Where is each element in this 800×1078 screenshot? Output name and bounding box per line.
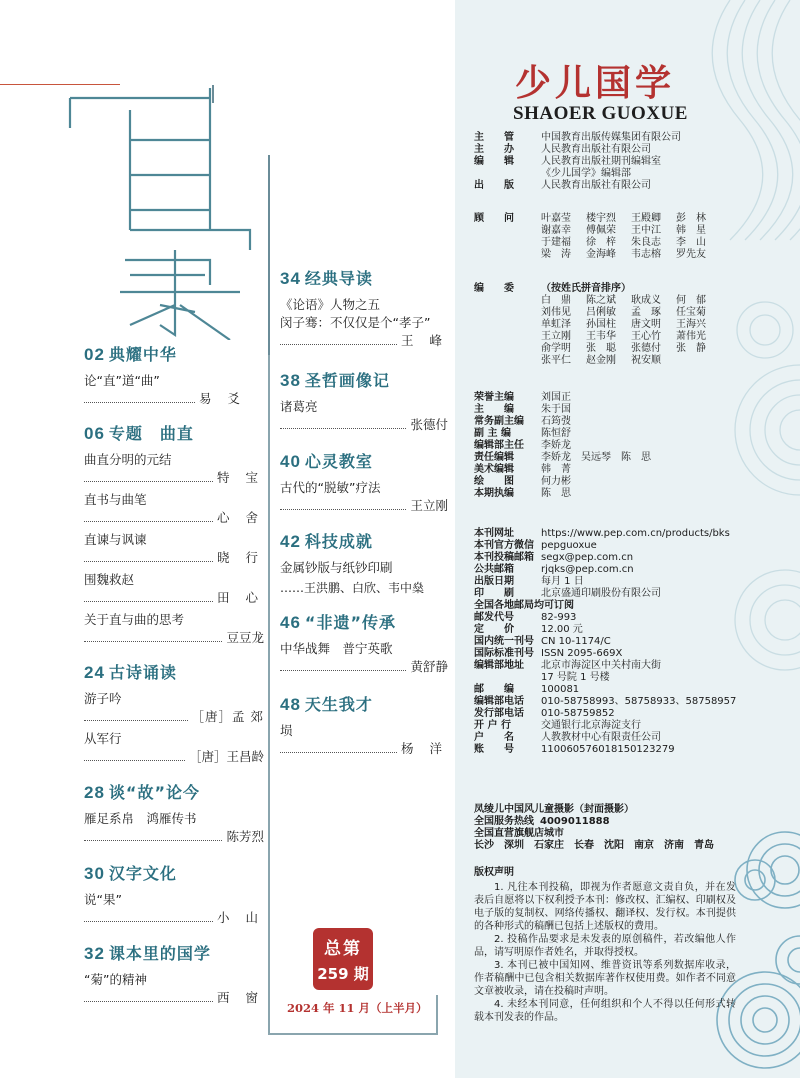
editorial-board [474,283,721,367]
copyright-notice [474,866,736,1024]
info-value [574,600,736,612]
author-line [84,749,264,765]
person-name: 叶嘉莹 [541,213,571,224]
section-page: 06 [84,424,105,443]
info-row [474,660,736,672]
divider-line [268,1033,438,1035]
info-label: 账 号 [474,744,514,755]
stores-label: 全国直营旗舰店城市 [474,828,564,839]
mulu-heading-graphic [60,80,260,340]
author-line [280,741,448,757]
person-name: 王心竹 [631,331,661,342]
article-title[interactable]: “菊”的精神 [84,972,147,987]
toc-section [84,660,264,765]
staff-list [474,392,651,500]
section-page: 02 [84,345,105,364]
person-name: 唐文明 [631,319,661,330]
info-label: 绘 图 [474,476,514,487]
copyright-title: 版权声明 [474,867,514,878]
info-label: 邮 编 [474,684,514,695]
person-name: 王中江 [631,225,661,236]
stamp-line: 总第 [324,939,362,959]
toc-section [280,529,448,596]
article-title[interactable]: 从军行 [84,731,122,746]
issue-date: 2024 年 11 月（上半月） [287,1001,428,1015]
info-row [474,600,736,612]
divider-line [436,995,438,1035]
stamp-issue: 259 期 [317,965,369,983]
info-label: 公共邮箱 [474,564,514,575]
info-label [474,168,541,180]
cover-credit-text: 凤绫儿中国风儿童摄影（封面摄影） [474,804,634,815]
info-label: 编 辑 [474,156,514,167]
toc-section [84,342,246,407]
section-name: 课本里的国学 [108,944,211,963]
person-name: 王海兴 [676,319,706,330]
article-title[interactable]: 游子吟 [84,691,122,706]
section-title[interactable] [84,660,264,683]
info-row [474,720,736,732]
info-label: 编辑部主任 [474,440,524,451]
section-page: 30 [84,864,105,883]
copyright-para: 1. 凡往本刊投稿，即视为作者愿意文责自负，并在发表后自愿将以下权利授予本刊：修改权、汇编权、印刷权及电子版的复制权、网络传播权、翻译权、发行权。本刊提供的各种形式的稿酬已包括上述版权的费用。 [474,882,736,932]
info-value: 17 号院 1 号楼 [541,672,610,683]
section-title[interactable] [280,529,448,552]
info-value: segx@pep.com.cn [541,552,634,563]
author-line [84,990,264,1006]
article-title[interactable]: 论“直”道“曲” [84,373,160,388]
article-author: ……王洪鹏、白欣、韦中燊 [280,581,425,595]
info-row [474,672,736,684]
person-name: 梁 涛 [541,249,571,260]
person-name: 单虹泽 [541,319,571,330]
section-name: 专题 曲直 [108,424,194,443]
person-name: 赵金刚 [586,355,616,366]
info-label: 顾 问 [474,213,514,224]
info-value: 韩 菁 [541,464,571,475]
article-author: 张德付 [410,417,448,432]
article-author: 陈芳烈 [226,829,264,844]
section-title[interactable] [280,692,448,715]
person-name: 张 聪 [586,343,616,354]
info-label: 本刊投稿邮箱 [474,552,534,563]
info-value: 人民教育出版社有限公司 [541,180,651,191]
author-line [280,498,448,514]
person-name: 王韦华 [586,331,616,342]
info-value: CN 10-1174/C [541,636,611,647]
section-name: 经典导读 [304,269,373,288]
person-name: 吕俐敏 [586,307,616,318]
person-name: 张 静 [676,343,706,354]
article-author: 易 爻 [199,391,246,406]
copyright-para: 2. 投稿作品要求是未发表的原创稿件，若改编他人作品，请写明原作者姓名，并取得授权。 [474,934,736,958]
person-name: 王殿卿 [631,213,661,224]
person-name: 楼宇烈 [586,213,616,224]
copyright-para: 3. 本刊已被中国知网、维普资讯等系列数据库收录，作者稿酬中已包含相关数据库著作权使用费。如作者不同意文章被收录，请在投稿时声明。 [474,960,736,997]
info-label: 本刊网址 [474,528,514,539]
info-label: 荣誉主编 [474,392,514,403]
toc-section [84,941,264,1006]
cover-credit [474,804,714,852]
info-value: 陈 思 [541,488,571,499]
info-label: 开 户 行 [474,720,511,731]
section-page: 42 [280,532,301,551]
info-label: 本刊官方微信 [474,540,534,551]
person-name: 任宝菊 [676,307,706,318]
info-value: 010-58758993、58758933、58758957 [541,696,737,707]
publisher-info [474,132,681,192]
info-label: 户 名 [474,732,514,743]
toc-section [280,449,448,514]
article-author: 特 宝 [217,470,264,485]
section-title[interactable] [84,780,264,803]
magazine-logo: 少儿国学 [515,62,676,104]
hotline-number: 4009011888 [540,816,610,827]
masthead-panel [455,0,800,1078]
article-title[interactable]: 围魏救赵 [84,572,135,587]
info-row [474,428,651,440]
author-line [84,391,246,407]
info-label: 全国各地邮局均可订阅 [474,600,574,611]
article-title[interactable]: 诸葛亮 [280,399,318,414]
section-page: 46 [280,613,301,632]
info-label: 编 委 [474,283,514,294]
info-label: 邮发代号 [474,612,514,623]
person-name: 罗先友 [676,249,706,260]
info-value: 110060576018150123279 [541,744,675,755]
info-value: 010-58759852 [541,708,615,719]
article-author: 黄舒静 [410,659,448,674]
section-title[interactable] [84,861,264,884]
person-name: 朱良志 [631,237,661,248]
info-value: 北京市海淀区中关村南大街 [541,660,661,671]
info-row [474,696,736,708]
person-name: 刘伟见 [541,307,571,318]
article-author: 王 峰 [401,333,448,348]
info-row [474,744,736,756]
info-row [474,624,736,636]
info-row [474,528,736,540]
info-label: 主 管 [474,132,514,143]
info-row [474,464,651,476]
article-author: 田 心 [217,590,264,605]
article-title[interactable]: 金属钞版与纸钞印刷 [280,560,393,575]
info-value: 人教教材中心有限责任公司 [541,732,661,743]
article-author: 西 窗 [217,990,264,1005]
info-value: pepguoxue [541,540,597,551]
hotline-label: 全国服务热线 [474,816,534,827]
info-value: 每月 1 日 [541,576,584,587]
section-title[interactable] [84,342,246,365]
article-title[interactable]: 关于直与曲的思考 [84,612,185,627]
article-title[interactable]: 说“果” [84,892,122,907]
author-line [84,709,264,725]
article-author: 王立刚 [410,498,448,513]
info-row [474,440,651,452]
info-value: 交通银行北京海淀支行 [541,720,641,731]
article-title[interactable]: 中华战舞 普宁英歌 [280,641,393,656]
info-value: 北京盛通印刷股份有限公司 [541,588,661,599]
author-line [84,590,264,606]
info-value: https://www.pep.com.cn/products/bks [541,528,730,539]
section-name: 汉字文化 [108,864,177,883]
person-name: 俞学明 [541,343,571,354]
info-row [474,476,651,488]
person-name: 张德付 [631,343,661,354]
person-name: 徐 梓 [586,237,616,248]
info-label: 国内统一刊号 [474,636,534,647]
article-title[interactable]: 曲直分明的元结 [84,452,172,467]
section-title[interactable] [280,610,448,633]
person-name: 韩 星 [676,225,706,236]
person-name: 韦志榕 [631,249,661,260]
section-page: 32 [84,944,105,963]
copyright-para: 4. 未经本刊同意，任何组织和个人不得以任何形式转载本刊发表的作品。 [474,999,736,1023]
person-name: 金海峰 [586,249,616,260]
section-title[interactable] [280,368,448,391]
info-value: 人民教育出版社期刊编辑室 [541,156,661,167]
section-name: 古诗诵读 [108,663,177,682]
person-name: 张平仁 [541,355,571,366]
article-title[interactable]: 直谏与讽谏 [84,532,147,547]
section-page: 38 [280,371,301,390]
info-label: 国际标准刊号 [474,648,534,659]
person-name: 陈之斌 [586,295,616,306]
info-row [474,576,736,588]
author-line [84,829,264,845]
section-page: 48 [280,695,301,714]
toc-section [280,692,448,757]
info-value: 中国教育出版传媒集团有限公司 [541,132,681,143]
info-label: 印 刷 [474,588,514,599]
info-label: 编辑部电话 [474,696,524,707]
author-line [84,510,264,526]
info-label: 主 编 [474,404,514,415]
author-line [280,417,448,433]
section-name: “非遗”传承 [304,613,396,632]
info-value: 人民教育出版社有限公司 [541,144,651,155]
info-label: 主 办 [474,144,514,155]
person-name: 李 山 [676,237,706,248]
info-row [474,708,736,720]
info-value: ISSN 2095-669X [541,648,623,659]
article-title[interactable]: 埙 [280,723,293,738]
article-author: 豆豆龙 [226,630,264,645]
info-row [474,404,651,416]
section-name: 谈“故”论今 [108,783,200,802]
section-title[interactable] [84,941,264,964]
issue-stamp [313,928,373,990]
person-name: 王立刚 [541,331,571,342]
advisers [474,213,721,261]
info-row [474,588,736,600]
section-page: 40 [280,452,301,471]
info-label: 出 版 [474,180,514,191]
info-label: 本期执编 [474,488,514,499]
info-label: 常务副主编 [474,416,524,427]
info-value: 李娇龙 [541,440,571,451]
article-title[interactable]: 古代的“脱敏”疗法 [280,480,381,495]
info-value: rjqks@pep.com.cn [541,564,634,575]
toc-section [84,861,264,926]
divider-line [212,85,214,103]
info-label: 副 主 编 [474,428,511,439]
stores-cities: 长沙 深圳 石家庄 长春 沈阳 南京 济南 青岛 [474,840,714,851]
info-value: 82-993 [541,612,577,623]
article-subtitle[interactable]: 闵子骞：不仅仅是个“孝子” [280,315,431,330]
divider-line [268,155,270,360]
info-label: 美术编辑 [474,464,514,475]
section-name: 典耀中华 [108,345,177,364]
info-row [474,488,651,500]
info-label: 责任编辑 [474,452,514,463]
article-author: 小 山 [217,910,264,925]
author-line [84,630,264,646]
board-note: （按姓氏拼音排序） [541,283,631,294]
section-title[interactable] [280,266,448,289]
person-name: 祝安顺 [631,355,661,366]
info-row [474,416,651,428]
toc-section [84,780,264,845]
info-row [474,452,651,464]
info-row [474,392,651,404]
contact-list [474,528,736,756]
article-author: ［唐］孟 郊 [191,709,264,724]
article-author: ［唐］王昌龄 [188,749,264,764]
info-row [474,564,736,576]
info-value: 刘国正 [541,392,571,403]
person-name: 傅佩荣 [586,225,616,236]
author-line [84,550,264,566]
author-line [280,333,448,349]
divider-line [268,355,270,1035]
info-row [474,732,736,744]
article-author: 晓 行 [217,550,264,565]
magazine-logo-en: SHAOER GUOXUE [513,103,688,124]
person-name: 于建福 [541,237,571,248]
person-name: 彭 林 [676,213,706,224]
info-value: 100081 [541,684,580,695]
person-name: 孙国柱 [586,319,616,330]
author-line [280,659,448,675]
person-name: 孟 琢 [631,307,661,318]
author-line [84,470,264,486]
section-name: 心灵教室 [304,452,373,471]
section-name: 圣哲画像记 [304,371,390,390]
toc-section [280,368,448,433]
info-value: 12.00 元 [541,624,583,635]
section-page: 34 [280,269,301,288]
info-label: 定 价 [474,624,514,635]
info-value: 《少儿国学》编辑部 [541,168,631,179]
article-title[interactable]: 直书与曲笔 [84,492,147,507]
section-name: 科技成就 [304,532,373,551]
info-row [474,636,736,648]
person-name: 谢嘉幸 [541,225,571,236]
info-label: 发行部电话 [474,708,524,719]
info-row [474,540,736,552]
toc-section [280,610,448,675]
person-name: 萧伟光 [676,331,706,342]
person-name: 何 郁 [676,295,706,306]
info-value: 陈恒舒 [541,428,571,439]
info-row [474,552,736,564]
section-title[interactable] [280,449,448,472]
info-label [474,672,541,684]
toc-section [280,266,448,349]
adviser-names [541,213,721,261]
info-label: 出版日期 [474,576,514,587]
info-value: 石筠弢 [541,416,571,427]
info-value: 何力彬 [541,476,571,487]
info-label: 编辑部地址 [474,660,524,671]
section-page: 24 [84,663,105,682]
section-name: 天生我才 [304,695,373,714]
info-value: 朱于国 [541,404,571,415]
article-title[interactable]: 雁足系帛 鸿雁传书 [84,811,197,826]
info-value: 李娇龙 吴远琴 陈 思 [541,452,651,463]
section-page: 28 [84,783,105,802]
board-names [541,295,721,367]
toc-section [84,421,264,646]
article-author: 杨 洋 [401,741,448,756]
section-title[interactable] [84,421,264,444]
author-line [84,910,264,926]
info-row [474,612,736,624]
article-author: 心 舍 [217,510,264,525]
person-name: 耿成义 [631,295,661,306]
article-title[interactable]: 《论语》人物之五 [280,297,381,312]
info-row [474,648,736,660]
person-name: 白 鼎 [541,295,571,306]
info-row [474,684,736,696]
